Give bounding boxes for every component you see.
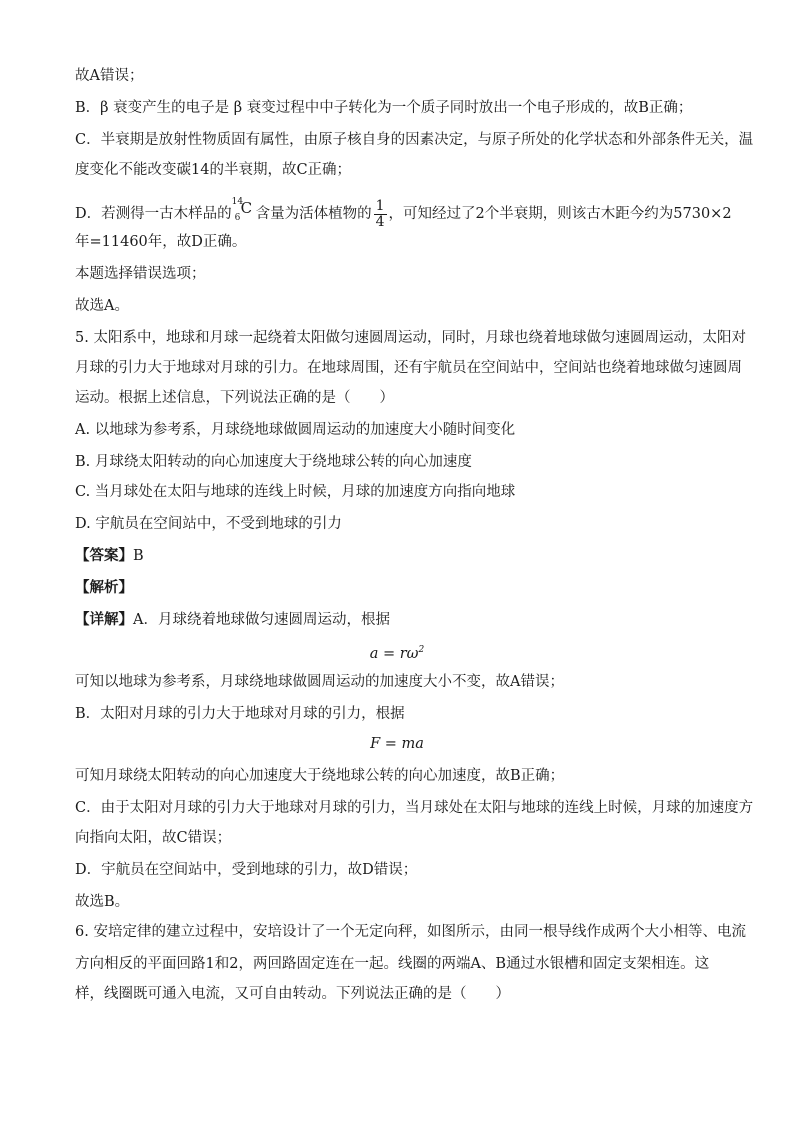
prev-option-d-explanation-line1 — [75, 197, 732, 230]
carbon-14-nuclide: 14 6 C — [231, 197, 253, 223]
formula-newton-second-law: F = ma — [370, 736, 424, 752]
detail-a-text: A．月球绕着地球做匀速圆周运动，根据 — [133, 612, 390, 628]
prev-final-choice: 故选A。 — [75, 298, 129, 314]
d-prefix: D．若测得一古木样品的 — [75, 206, 232, 222]
q5-option-c: C. 当月球处在太阳与地球的连线上时候，月球的加速度方向指向地球 — [75, 484, 516, 500]
q5-option-d: D. 宇航员在空间站中，不受到地球的引力 — [75, 516, 342, 532]
q6-stem-line3: 样，线圈既可通入电流，又可自由转动。下列说法正确的是（ ） — [75, 986, 510, 1002]
q5-detail-c-line2: 向指向太阳，故C错误； — [75, 830, 232, 846]
prev-option-d-explanation-line2: 年=11460年，故D正确。 — [75, 234, 247, 250]
answer-value: B — [133, 548, 144, 564]
q5-stem-line2: 月球的引力大于地球对月球的引力。在地球周围，还有宇航员在空间站中，空间站也绕着地球做匀速圆周 — [75, 360, 742, 376]
q5-detail-a-line2: 可知以地球为参考系，月球绕地球做圆周运动的加速度大小不变，故A错误； — [75, 674, 564, 690]
formula-centripetal-acceleration: $a = r\omega^2$ — [369, 645, 425, 662]
q5-final-choice: 故选B。 — [75, 894, 130, 910]
q5-detail-b-line2: 可知月球绕太阳转动的向心加速度大于绕地球公转的向心加速度，故B正确； — [75, 768, 565, 784]
prev-option-b-explanation: B．β 衰变产生的电子是 β 衰变过程中中子转化为一个质子同时放出一个电子形成的，故B正确； — [75, 100, 693, 116]
q5-stem-line3: 运动。根据上述信息，下列说法正确的是（ ） — [75, 390, 394, 406]
q5-answer — [75, 546, 725, 566]
d-suffix: ，可知经过了2个半衰期，则该古木距今约为5730×2 — [388, 206, 732, 222]
q5-detail-a-line1 — [75, 610, 725, 630]
q5-analysis-tag: 【解析】 — [75, 579, 133, 596]
one-quarter-fraction: $\frac{1}{4}$ — [375, 197, 385, 230]
prev-option-c-explanation-line2: 度变化不能改变碳14的半衰期，故C正确； — [75, 162, 352, 178]
q5-detail-d: D．宇航员在空间站中，受到地球的引力，故D错误； — [75, 862, 418, 878]
q5-detail-b-line1: B．太阳对月球的引力大于地球对月球的引力，根据 — [75, 706, 405, 722]
q5-stem-line1: 5. 太阳系中，地球和月球一起绕着太阳做匀速圆周运动，同时，月球也绕着地球做匀速圆周运动，太阳对 — [75, 330, 746, 346]
prev-select-wrong-note: 本题选择错误选项； — [75, 266, 206, 282]
answer-tag: 【答案】 — [75, 547, 133, 564]
q5-option-b: B. 月球绕太阳转动的向心加速度大于绕地球公转的向心加速度 — [75, 454, 472, 470]
prev-a-conclusion: 故A错误； — [75, 68, 144, 84]
q6-stem-line1: 6. 安培定律的建立过程中，安培设计了一个无定向秤，如图所示，由同一根导线作成两个大小相等、电流 — [75, 924, 746, 940]
detail-tag: 【详解】 — [75, 611, 133, 628]
prev-option-c-explanation-line1: C．半衰期是放射性物质固有属性，由原子核自身的因素决定，与原子所处的化学状态和外部条件无关，温 — [75, 132, 754, 148]
d-middle: 含量为活体植物的 — [255, 206, 372, 222]
q5-option-a: A. 以地球为参考系，月球绕地球做圆周运动的加速度大小随时间变化 — [75, 422, 516, 438]
q6-stem-line2: 方向相反的平面回路1和2，两回路固定连在一起。线圈的两端A、B通过水银槽和固定支架相连。这 — [75, 956, 710, 972]
q5-detail-c-line1: C．由于太阳对月球的引力大于地球对月球的引力，当月球处在太阳与地球的连线上时候，月球的加速度方 — [75, 800, 754, 816]
